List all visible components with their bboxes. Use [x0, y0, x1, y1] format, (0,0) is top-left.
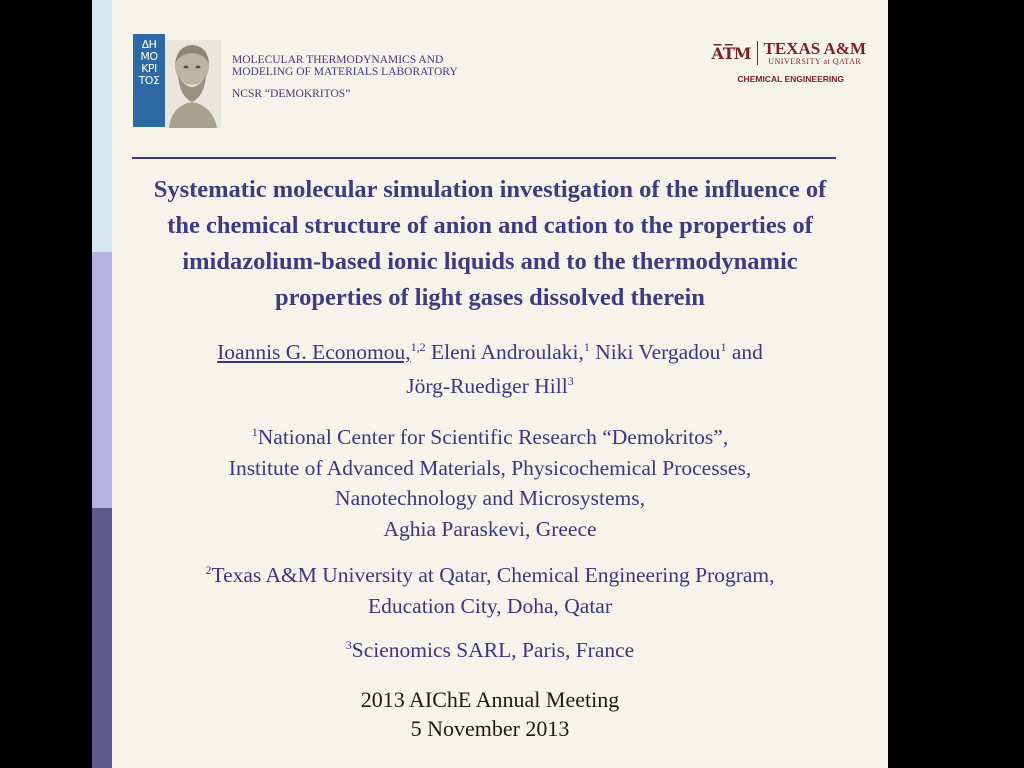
title-line-2: the chemical structure of anion and cation to the properties of [167, 212, 813, 239]
meeting-info [112, 685, 868, 743]
aff1-line-2: Institute of Advanced Materials, Physicochemical Processes, [228, 455, 752, 480]
author-1-sup: 1,2 [410, 340, 426, 354]
header-rule [132, 157, 836, 159]
side-bar-dark [92, 508, 112, 768]
aff2-sup: 2 [205, 563, 212, 577]
logo-divider [757, 41, 758, 65]
aff1-sup: 1 [251, 425, 258, 439]
author-4-sup: 3 [567, 374, 574, 388]
meeting-date: 5 November 2013 [410, 716, 570, 741]
meeting-name: 2013 AIChE Annual Meeting [360, 687, 620, 712]
tamu-name: TEXAS A&M [763, 39, 866, 58]
slide-title [122, 172, 858, 316]
aff1-line-3: Nanotechnology and Microsystems, [335, 486, 645, 510]
author-2-sup: 1 [583, 340, 590, 354]
tamu-subtitle: UNIVERSITY at QATAR [768, 57, 862, 66]
author-presenter: Ioannis G. Economou, [217, 340, 411, 364]
author-4: Jörg-Ruediger Hill [406, 374, 568, 398]
demokritos-logo: ΔΗ ΜΟ ΚΡΙ ΤΟΣ [133, 34, 165, 127]
democritus-bust-icon [165, 40, 221, 128]
lab-name [232, 54, 458, 100]
aff1-line-4: Aghia Paraskevi, Greece [383, 516, 597, 541]
lab-line-2: MODELING OF MATERIALS LABORATORY [232, 66, 458, 78]
lab-line-1: MOLECULAR THERMODYNAMICS AND [232, 54, 444, 66]
affiliation-2 [112, 555, 868, 621]
title-line-4: properties of light gases dissolved therein [275, 284, 705, 311]
side-bar-lavender [92, 252, 112, 508]
author-list [112, 333, 868, 401]
aff3-sup: 3 [345, 638, 352, 652]
side-bar-light [92, 0, 112, 252]
tamu-logo [711, 40, 866, 84]
aff2-line-1: Texas A&M University at Qatar, Chemical Engineering Program, [211, 563, 775, 587]
slide [92, 0, 888, 768]
author-2: Eleni Androulaki, [430, 340, 584, 364]
atm-icon: A̅T̅M [711, 43, 751, 63]
aff1-line-1: National Center for Scientific Research “Demokritos”, [257, 425, 729, 449]
affiliation-3 [112, 630, 868, 666]
affiliation-1 [112, 417, 868, 544]
aff3-line-1: Scienomics SARL, Paris, France [351, 638, 635, 662]
aff2-line-2: Education City, Doha, Qatar [368, 593, 612, 618]
tamu-department: CHEMICAL ENGINEERING [737, 74, 844, 84]
lab-line-3: NCSR “DEMOKRITOS” [232, 88, 351, 100]
title-line-3: imidazolium-based ionic liquids and to the thermodynamic [182, 248, 798, 275]
author-and: and [731, 340, 763, 364]
author-3-sup: 1 [720, 340, 727, 354]
author-3: Niki Vergadou [595, 340, 721, 364]
title-line-1: Systematic molecular simulation investigation of the influence of [153, 176, 827, 203]
